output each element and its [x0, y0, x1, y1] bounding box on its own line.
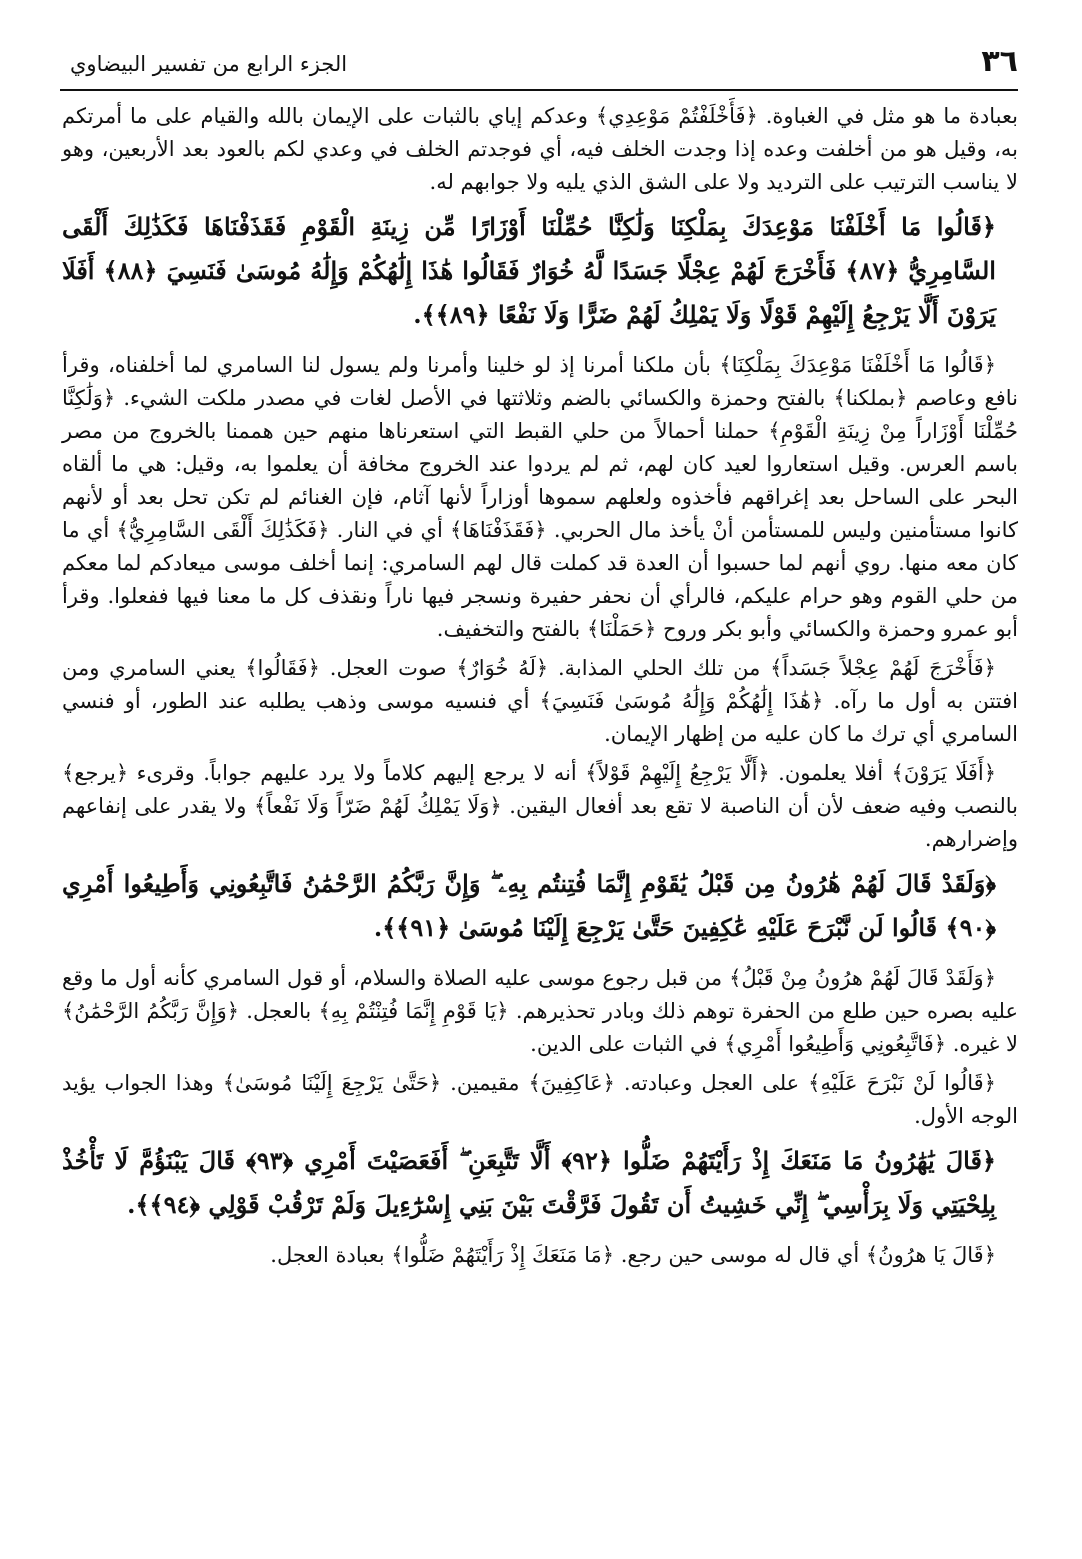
page-header — [60, 42, 1018, 88]
quran-verse-block: ﴿وَلَقَدْ قَالَ لَهُمْ هَٰرُونُ مِن قَبْلُ يَٰقَوْمِ إِنَّمَا فُتِنتُم بِهِۦ ۖ وَإِنَّ رَبَّكُمُ الرَّحْمَٰنُ فَاتَّبِعُونِي وَأَطِيعُوا أَمْرِي ﴿٩٠﴾ قَالُوا لَن نَّبْرَحَ عَلَيْهِ عَٰكِفِينَ حَتَّىٰ يَرْجِعَ إِلَيْنَا مُوسَىٰ ﴿٩١﴾﴾. — [62, 869, 996, 942]
quran-verse-block: ﴿قَالَ يَٰهَٰرُونُ مَا مَنَعَكَ إِذْ رَأَيْتَهُمْ ضَلُّوا ﴿٩٢﴾ أَلَّا تَتَّبِعَنِ ۖ أَفَعَصَيْتَ أَمْرِي ﴿٩٣﴾ قَالَ يَبْنَؤُمَّ لَا تَأْخُذْ بِلِحْيَتِي وَلَا بِرَأْسِي ۖ إِنِّي خَشِيتُ أَن تَقُولَ فَرَّقْتَ بَيْنَ بَنِي إِسْرَٰٓءِيلَ وَلَمْ تَرْقُبْ قَوْلِي ﴿٩٤﴾﴾. — [62, 1146, 996, 1219]
page-number: ٣٦ — [981, 44, 1018, 79]
running-title: الجزء الرابع من تفسير البيضاوي — [70, 52, 348, 76]
commentary-paragraph: ﴿قَالُوا مَا أَخْلَفْنَا مَوْعِدَكَ بِمَلْكِنَا﴾ بأن ملكنا أمرنا إذ لو خلينا وأمرنا ولم يسول لنا السامري لما أخلفناه، وقرأ نافع وعاصم ﴿بملكنا﴾ بالفتح وحمزة والكسائي بالضم وثلاثتها في الأصل لغات في مصدر ملكت الشيء. ﴿وَلَٰكِنَّا حُمِّلْنَا أَوْزَاراً مِنْ زِينَةِ الْقَوْمِ﴾ حملنا أحمالاً من حلي القبط التي استعرناها منهم حين هممنا بالخروج من مصر باسم العرس. وقيل استعاروا لعيد كان لهم، ثم لم يردوا عند الخروج مخافة أن يعلموا به، وقيل: هي ما ألقاه البحر على الساحل بعد إغراقهم فأخذوه ولعلهم سموها أوزاراً لأنها آثام، فإن الغنائم لم تكن تحل بعد أو لأنهم كانوا مستأمنين وليس للمستأمن أنْ يأخذ مال الحربي. ﴿فَقَذَفْنَاهَا﴾ أي في النار. ﴿فَكَذَٰلِكَ أَلْقَى السَّامِرِيُّ﴾ أي ما كان معه منها. روي أنهم لما حسبوا أن العدة قد كملت قال لهم السامري: إنما أخلف موسى ميعادكم لما معكم من حلي القوم وهو حرام عليكم، فالرأي أن نحفر حفيرة ونسجر فيها ناراً ونقذف كل ما معنا فيها ففعلوا. وقرأ أبو عمرو وحمزة والكسائي وأبو بكر وروح ﴿حَمَلْنَا﴾ بالفتح والتخفيف. — [62, 353, 1018, 641]
commentary-paragraph: ﴿قَالُوا لَنْ نَبْرَحَ عَلَيْهِ﴾ على العجل وعبادته. ﴿عَاكِفِينَ﴾ مقيمين. ﴿حَتَّىٰ يَرْجِعَ إِلَيْنَا مُوسَىٰ﴾ وهذا الجواب يؤيد الوجه الأول. — [62, 1071, 1018, 1128]
commentary-paragraph: بعبادة ما هو مثل في الغباوة. ﴿فَأَخْلَفْتُمْ مَوْعِدِي﴾ وعدكم إياي بالثبات على الإيمان بالله والقيام على ما أمرتكم به، وقيل هو من أخلفت وعده إذا وجدت الخلف فيه، أي فوجدتم الخلف في وعدي لكم بالعود بعد الأربعين، وهو لا يناسب الترتيب على الترديد ولا على الشق الذي يليه ولا جوابهم له. — [62, 104, 1018, 194]
commentary-paragraph: ﴿فَأَخْرَجَ لَهُمْ عِجْلاً جَسَداً﴾ من تلك الحلي المذابة. ﴿لَهُ خُوَارٌ﴾ صوت العجل. ﴿فَقَالُوا﴾ يعني السامري ومن افتتن به أول ما رآه. ﴿هَٰذَا إِلَٰهُكُمْ وَإِلَٰهُ مُوسَىٰ فَنَسِيَ﴾ أي فنسيه موسى وذهب يطلبه عند الطور، أو فنسي السامري أي ترك ما كان عليه من إظهار الإيمان. — [62, 656, 1018, 746]
quran-verse-block: ﴿قَالُوا مَا أَخْلَفْنَا مَوْعِدَكَ بِمَلْكِنَا وَلَٰكِنَّا حُمِّلْنَا أَوْزَارًا مِّن زِينَةِ الْقَوْمِ فَقَذَفْنَاهَا فَكَذَٰلِكَ أَلْقَى السَّامِرِيُّ ﴿٨٧﴾ فَأَخْرَجَ لَهُمْ عِجْلًا جَسَدًا لَّهُ خُوَارٌ فَقَالُوا هَٰذَا إِلَٰهُكُمْ وَإِلَٰهُ مُوسَىٰ فَنَسِيَ ﴿٨٨﴾ أَفَلَا يَرَوْنَ أَلَّا يَرْجِعُ إِلَيْهِمْ قَوْلًا وَلَا يَمْلِكُ لَهُمْ ضَرًّا وَلَا نَفْعًا ﴿٨٩﴾﴾. — [62, 212, 996, 329]
header-divider — [60, 89, 1018, 91]
commentary-paragraph: ﴿وَلَقَدْ قَالَ لَهُمْ هرُونُ مِنْ قَبْلُ﴾ من قبل رجوع موسى عليه الصلاة والسلام، أو قول السامري كأنه أول ما وقع عليه بصره حين طلع من الحفرة توهم ذلك وبادر تحذيرهم. ﴿يَا قَوْمِ إِنَّمَا فُتِنْتُمْ بِهِ﴾ بالعجل. ﴿وَإِنَّ رَبَّكُمُ الرَّحْمَٰنُ﴾ لا غيره. ﴿فَاتَّبِعُونِي وَأَطِيعُوا أَمْرِي﴾ في الثبات على الدين. — [62, 966, 1018, 1056]
commentary-paragraph: ﴿قَالَ يَا هرُونُ﴾ أي قال له موسى حين رجع. ﴿مَا مَنَعَكَ إِذْ رَأَيْتَهُمْ ضَلُّوا﴾ بعبادة العجل. — [270, 1243, 996, 1267]
commentary-paragraph: ﴿أَفَلَا يَرَوْنَ﴾ أفلا يعلمون. ﴿أَلَّا يَرْجِعُ إِلَيْهِمْ قَوْلاً﴾ أنه لا يرجع إليهم كلاماً ولا يرد عليهم جواباً. وقرىء ﴿يرجع﴾ بالنصب وفيه ضعف لأن أن الناصبة لا تقع بعد أفعال اليقين. ﴿وَلَا يَمْلِكُ لَهُمْ ضَرّاً وَلَا نَفْعاً﴾ ولا يقدر على إنفاعهم وإضرارهم. — [62, 761, 1018, 851]
page-body — [62, 100, 1018, 1278]
